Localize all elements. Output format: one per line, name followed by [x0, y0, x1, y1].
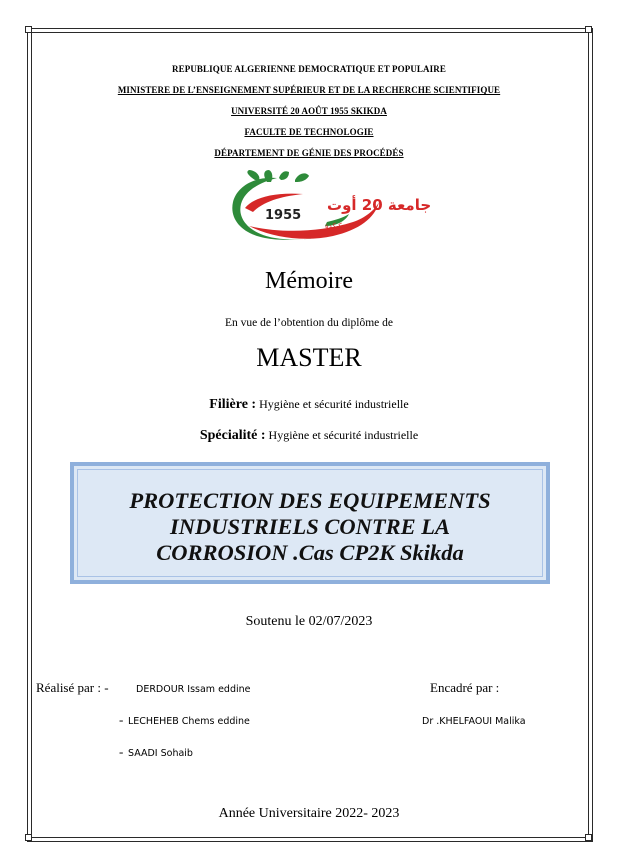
logo-city: سكيكدة: [325, 222, 349, 230]
header-department: DÉPARTEMENT DE GÉNIE DES PROCÉDÉS: [214, 148, 404, 158]
specialite-label: Spécialité :: [199, 428, 266, 443]
supervisor-name: Dr .KHELFAOUI Malika: [422, 716, 526, 727]
author-dash: -: [119, 744, 124, 759]
logo-year: 1955: [265, 208, 302, 223]
border-corner: [585, 26, 592, 33]
defense-date: Soutenu le 02/07/2023: [245, 614, 373, 629]
author-name: LECHEHEB Chems eddine: [128, 716, 250, 727]
header-faculty: FACULTE DE TECHNOLOGIE: [244, 127, 374, 137]
thesis-title-line: INDUSTRIELS CONTRE LA: [169, 514, 451, 539]
thesis-title-line: PROTECTION DES EQUIPEMENTS: [129, 488, 491, 513]
header-university: UNIVERSITÉ 20 AOÛT 1955 SKIKDA: [231, 106, 387, 116]
filiere-line: [0, 397, 618, 413]
university-logo: [215, 168, 432, 246]
author-name: DERDOUR Issam eddine: [136, 684, 251, 695]
academic-year: Année Universitaire 2022- 2023: [218, 806, 400, 821]
authors-label: Réalisé par : -: [36, 680, 109, 695]
header-ministry: MINISTERE DE L’ENSEIGNEMENT SUPÉRIEUR ET DE LA RECHERCHE SCIENTIFIQUE: [117, 85, 501, 95]
filiere-label: Filière :: [209, 397, 257, 412]
author-name: SAADI Sohaib: [128, 748, 193, 759]
border-corner: [25, 834, 32, 841]
thesis-title-line: CORROSION .Cas CP2K Skikda: [156, 540, 464, 565]
supervisor-label: Encadré par :: [430, 680, 500, 695]
diploma-purpose: En vue de l’obtention du diplôme de: [225, 317, 393, 329]
degree-title: MASTER: [256, 343, 362, 372]
logo-arabic-name: جامعة 20 أوت: [327, 196, 432, 214]
filiere-value: Hygiène et sécurité industrielle: [256, 397, 409, 411]
header-republic: REPUBLIQUE ALGERIENNE DEMOCRATIQUE ET POPULAIRE: [172, 64, 446, 74]
thesis-title: [74, 488, 546, 566]
specialite-value: Hygiène et sécurité industrielle: [265, 428, 419, 442]
author-dash: -: [119, 712, 124, 727]
thesis-title-box: [70, 462, 550, 584]
border-corner: [25, 26, 32, 33]
document-type: Mémoire: [265, 268, 353, 294]
specialite-line: [0, 428, 618, 444]
border-corner: [585, 834, 592, 841]
